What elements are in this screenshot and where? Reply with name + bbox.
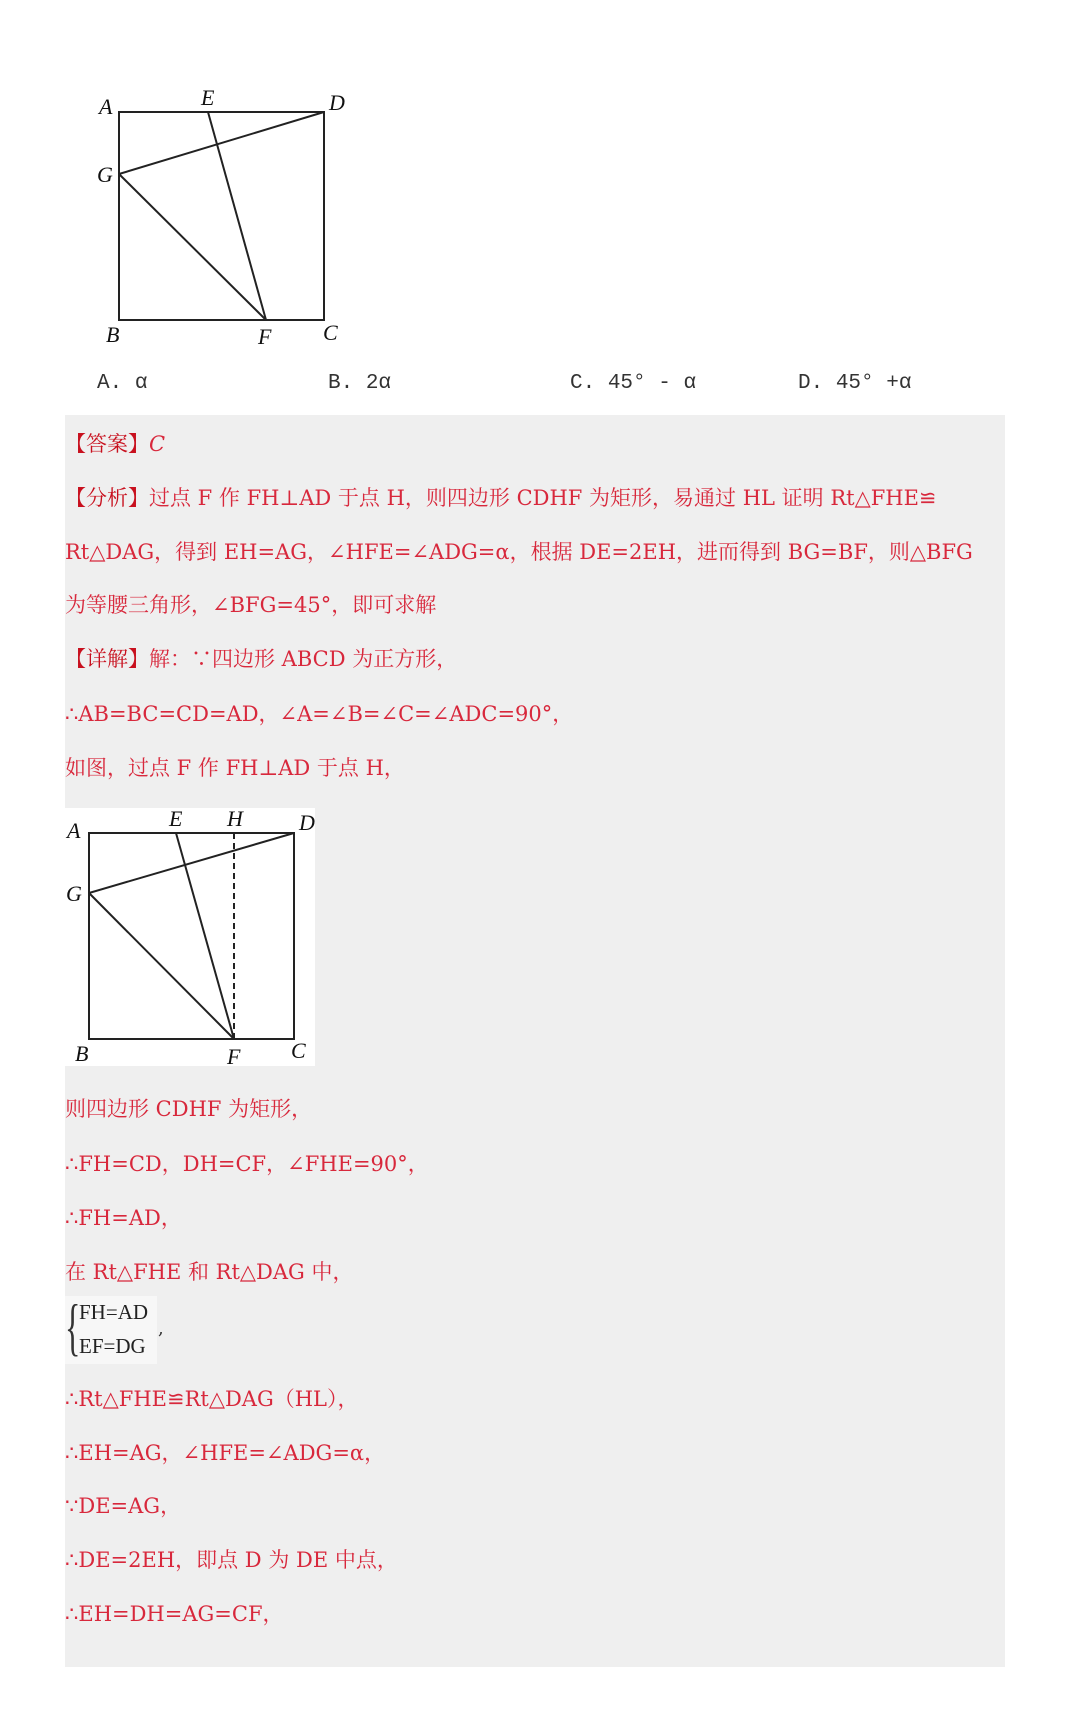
label-c: C	[291, 1038, 306, 1063]
option-letter: D.	[798, 372, 824, 395]
segment-ef	[208, 112, 266, 320]
label-b: B	[75, 1041, 89, 1066]
detail-line-12: ∴EH=DH=AG=CF，	[65, 1602, 284, 1626]
analysis-text: 过点 F 作 FH⊥AD 于点 H，则四边形 CDHF 为矩形，易通过 HL 证明 Rt△FHE≌	[149, 486, 937, 510]
detail-line-8: ∴Rt△FHE≌Rt△DAG（HL），	[65, 1387, 359, 1411]
answer-line	[65, 428, 165, 458]
segment-gf	[119, 174, 266, 320]
equation-row-1: FH=AD	[79, 1300, 149, 1324]
equation-trailing-comma: ,	[158, 1318, 164, 1339]
detail-line-1	[65, 643, 457, 673]
label-d: D	[329, 90, 345, 115]
option-letter: B.	[328, 372, 354, 395]
analysis-tag: 【分析】	[65, 486, 149, 510]
label-b: B	[106, 322, 120, 347]
detail-line-7: 在 Rt△FHE 和 Rt△DAG 中，	[65, 1260, 354, 1284]
answer-value: C	[149, 432, 166, 456]
label-g: G	[66, 881, 82, 906]
equation-system	[65, 1291, 157, 1364]
option-value: 2α	[365, 372, 392, 395]
figure-square-abcd	[0, 0, 400, 360]
detail-line-11: ∴DE=2EH，即点 D 为 DE 中点，	[65, 1548, 398, 1572]
detail-line-3: 如图，过点 F 作 FH⊥AD 于点 H，	[65, 756, 405, 780]
segment-gf	[89, 893, 234, 1039]
option-c	[570, 372, 696, 395]
detail-line-6: ∴FH=AD，	[65, 1206, 182, 1230]
option-value: α	[134, 372, 148, 395]
label-f: F	[258, 324, 272, 349]
detail-line-4: 则四边形 CDHF 为矩形，	[65, 1097, 313, 1121]
label-e: E	[169, 808, 183, 831]
label-a: A	[67, 818, 81, 843]
analysis-line-3: 为等腰三角形，∠BFG=45°，即可求解	[65, 593, 437, 617]
option-letter: C.	[570, 372, 596, 395]
analysis-line-1	[65, 482, 937, 512]
answer-tag: 【答案】	[65, 432, 149, 456]
option-value: 45° - α	[607, 372, 697, 395]
option-a	[97, 372, 147, 395]
option-d	[798, 372, 911, 395]
option-letter: A.	[97, 372, 123, 395]
label-c: C	[323, 320, 338, 345]
detail-line-2: ∴AB=BC=CD=AD，∠A=∠B=∠C=∠ADC=90°，	[65, 702, 574, 726]
segment-gd	[89, 833, 294, 893]
equation-row-2: EF=DG	[79, 1334, 146, 1358]
label-h: H	[227, 808, 243, 831]
segment-gd	[119, 112, 324, 174]
option-b	[328, 372, 391, 395]
figure-square-with-h	[65, 808, 315, 1066]
detail-line-9: ∴EH=AG，∠HFE=∠ADG=α，	[65, 1441, 386, 1465]
label-d: D	[299, 810, 315, 835]
left-brace-icon: {	[65, 1291, 81, 1362]
segment-ef	[176, 833, 234, 1039]
label-f: F	[227, 1044, 241, 1066]
detail-tag: 【详解】	[65, 647, 149, 671]
label-a: A	[99, 94, 113, 119]
label-e: E	[201, 85, 215, 110]
label-g: G	[97, 162, 113, 187]
detail-text: 解：∵四边形 ABCD 为正方形，	[149, 647, 458, 671]
detail-line-10: ∵DE=AG，	[65, 1494, 182, 1518]
detail-line-5: ∴FH=CD，DH=CF，∠FHE=90°，	[65, 1152, 429, 1176]
analysis-line-2: Rt△DAG，得到 EH=AG，∠HFE=∠ADG=α，根据 DE=2EH，进而得到 BG=BF，则△BFG	[65, 540, 973, 564]
option-value: 45° +α	[835, 372, 912, 395]
